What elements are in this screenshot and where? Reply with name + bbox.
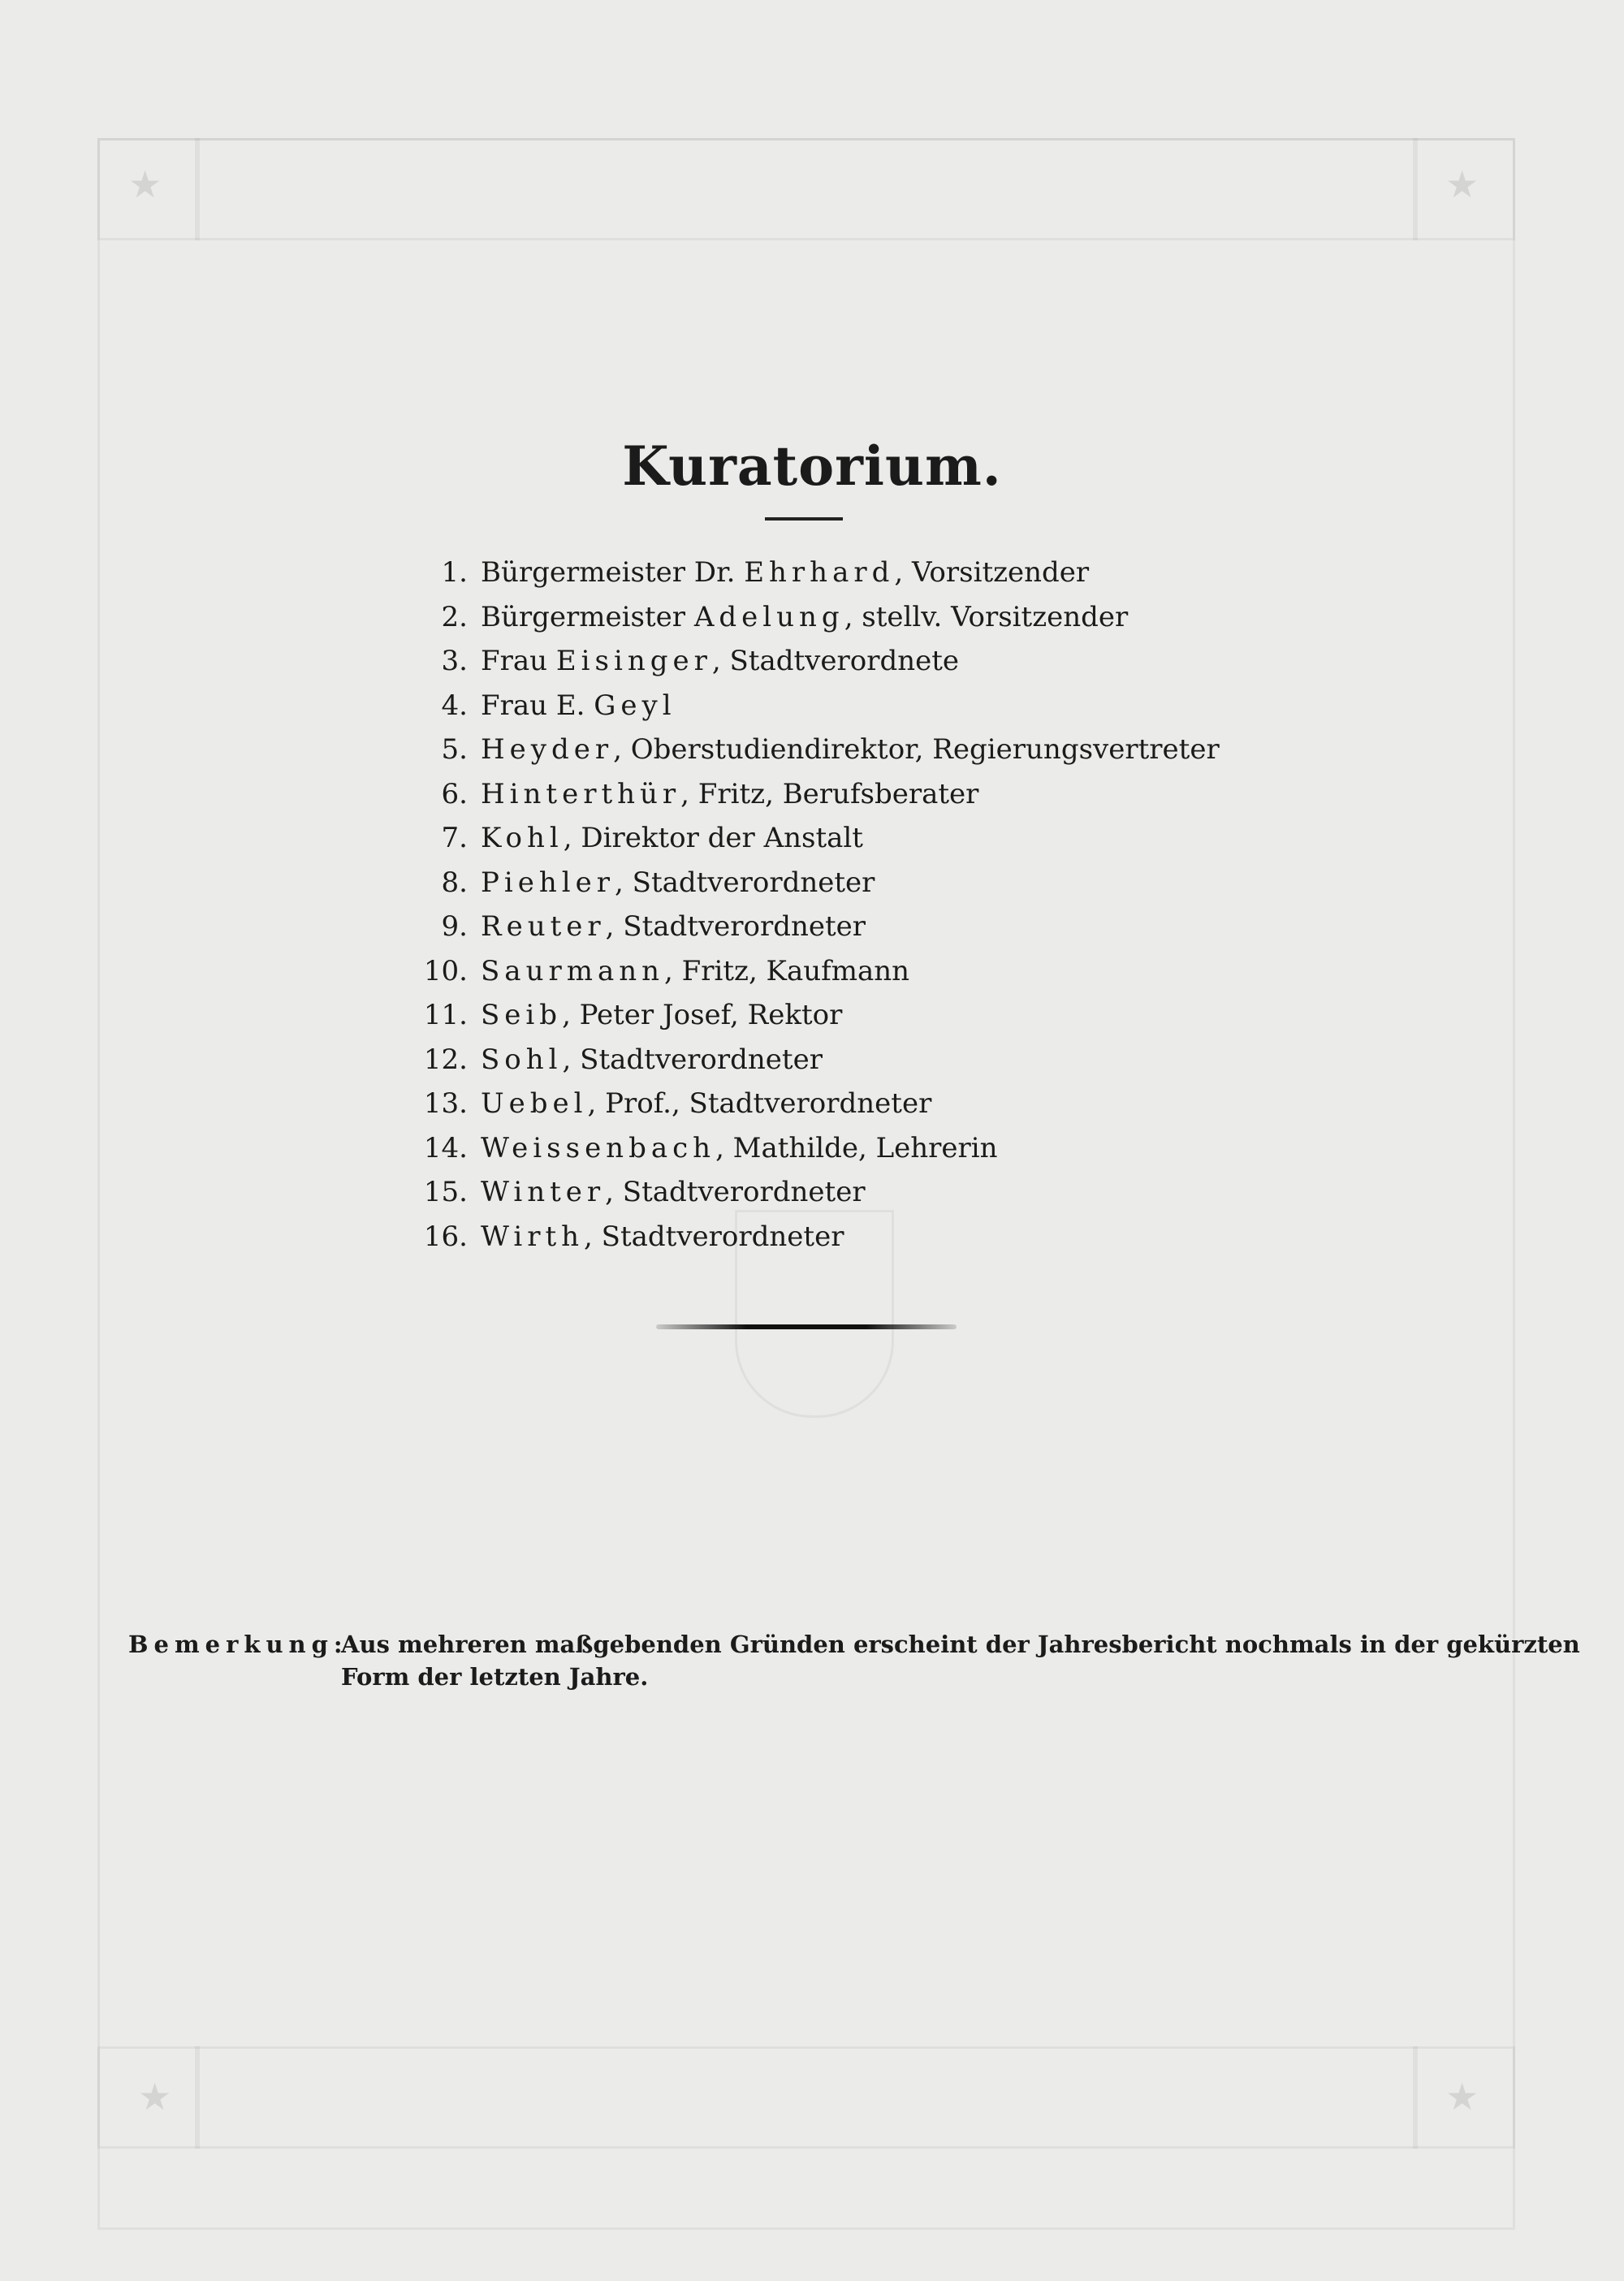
member-name: Piehler: [481, 866, 615, 899]
member-number: 8.: [441, 866, 468, 899]
member-role: , Fritz, Berufsberater: [680, 777, 979, 810]
member-name: Geyl: [594, 689, 676, 722]
member-name: Weissenbach: [481, 1131, 716, 1164]
member-name: Adelung: [693, 600, 844, 633]
list-item: [406, 861, 1220, 905]
member-name: Hinterthür: [481, 777, 681, 810]
member-number: 11.: [423, 999, 468, 1031]
member-number: 5.: [441, 733, 468, 766]
member-number: 12.: [423, 1043, 468, 1076]
member-number: 3.: [441, 645, 468, 677]
member-name: Ehrhard: [744, 556, 895, 589]
member-role: , Stadtverordneter: [605, 1176, 866, 1208]
member-prefix: Bürgermeister Dr.: [481, 556, 745, 589]
remark-label: Bemerkung:: [128, 1631, 348, 1658]
member-name: Saurmann: [481, 954, 665, 987]
member-name: Wirth: [481, 1220, 585, 1253]
member-prefix: Bürgermeister: [481, 600, 694, 633]
member-number: 7.: [441, 822, 468, 854]
member-name: Reuter: [481, 910, 606, 943]
member-number: 13.: [423, 1087, 468, 1120]
member-number: 10.: [423, 954, 468, 987]
remark-text: Aus mehreren maßgebenden Gründen erscheint der Jahresbericht nochmals in der gekürzten Form der letzten Jahre.: [341, 1631, 1580, 1691]
title-underline: [765, 517, 843, 521]
member-role: , Direktor der Anstalt: [563, 822, 863, 854]
member-role: , Stadtverordneter: [562, 1043, 823, 1076]
member-number: 16.: [423, 1220, 468, 1253]
list-item: [406, 772, 1220, 817]
member-role: , Stadtverordneter: [605, 910, 866, 943]
member-role: , Stadtverordneter: [615, 866, 875, 899]
member-name: Heyder: [481, 733, 614, 766]
member-prefix: Frau: [481, 645, 556, 677]
closing-divider: [656, 1324, 957, 1329]
list-item: [406, 1215, 1220, 1259]
member-number: 14.: [423, 1131, 468, 1164]
member-name: Eisinger: [555, 645, 712, 677]
member-role: , stellv. Vorsitzender: [844, 600, 1129, 633]
ghost-star-icon: ★: [138, 2075, 172, 2119]
list-item: [406, 1170, 1220, 1215]
member-role: , Stadtverordneter: [584, 1220, 844, 1253]
member-number: 15.: [423, 1176, 468, 1208]
member-name: Winter: [481, 1176, 606, 1208]
member-number: 1.: [441, 556, 468, 589]
member-name: Kohl: [481, 822, 564, 854]
page-title: Kuratorium.: [622, 434, 1002, 498]
ghost-top-band: [195, 138, 1418, 240]
member-prefix: Frau E.: [481, 689, 594, 722]
member-name: Sohl: [481, 1043, 563, 1076]
member-name: Uebel: [481, 1087, 588, 1120]
member-role: , Prof., Stadtverordneter: [587, 1087, 932, 1120]
list-item: [406, 905, 1220, 949]
list-item: [406, 684, 1220, 728]
member-list: [406, 551, 1220, 1259]
list-item: [406, 1038, 1220, 1082]
member-number: 6.: [441, 777, 468, 810]
member-role: , Peter Josef, Rektor: [562, 999, 843, 1031]
member-name: Seib: [481, 999, 563, 1031]
member-number: 9.: [441, 910, 468, 943]
list-item: [406, 728, 1220, 772]
list-item: [406, 595, 1220, 640]
ghost-star-icon: ★: [128, 162, 162, 206]
member-role: , Stadtverordnete: [711, 645, 960, 677]
list-item: [406, 949, 1220, 994]
member-role: , Mathilde, Lehrerin: [715, 1131, 998, 1164]
ghost-star-icon: ★: [1445, 2075, 1479, 2119]
ghost-bottom-band: [195, 2046, 1418, 2149]
list-item: [406, 1082, 1220, 1126]
list-item: [406, 551, 1220, 595]
member-number: 2.: [441, 600, 468, 633]
member-role: , Vorsitzender: [894, 556, 1090, 589]
member-role: , Fritz, Kaufmann: [664, 954, 910, 987]
ghost-star-icon: ★: [1445, 162, 1479, 206]
list-item: [406, 993, 1220, 1038]
list-item: [406, 1126, 1220, 1171]
list-item: [406, 816, 1220, 861]
member-number: 4.: [441, 689, 468, 722]
member-role: , Oberstudiendirektor, Regierungsvertreter: [613, 733, 1220, 766]
list-item: [406, 639, 1220, 684]
